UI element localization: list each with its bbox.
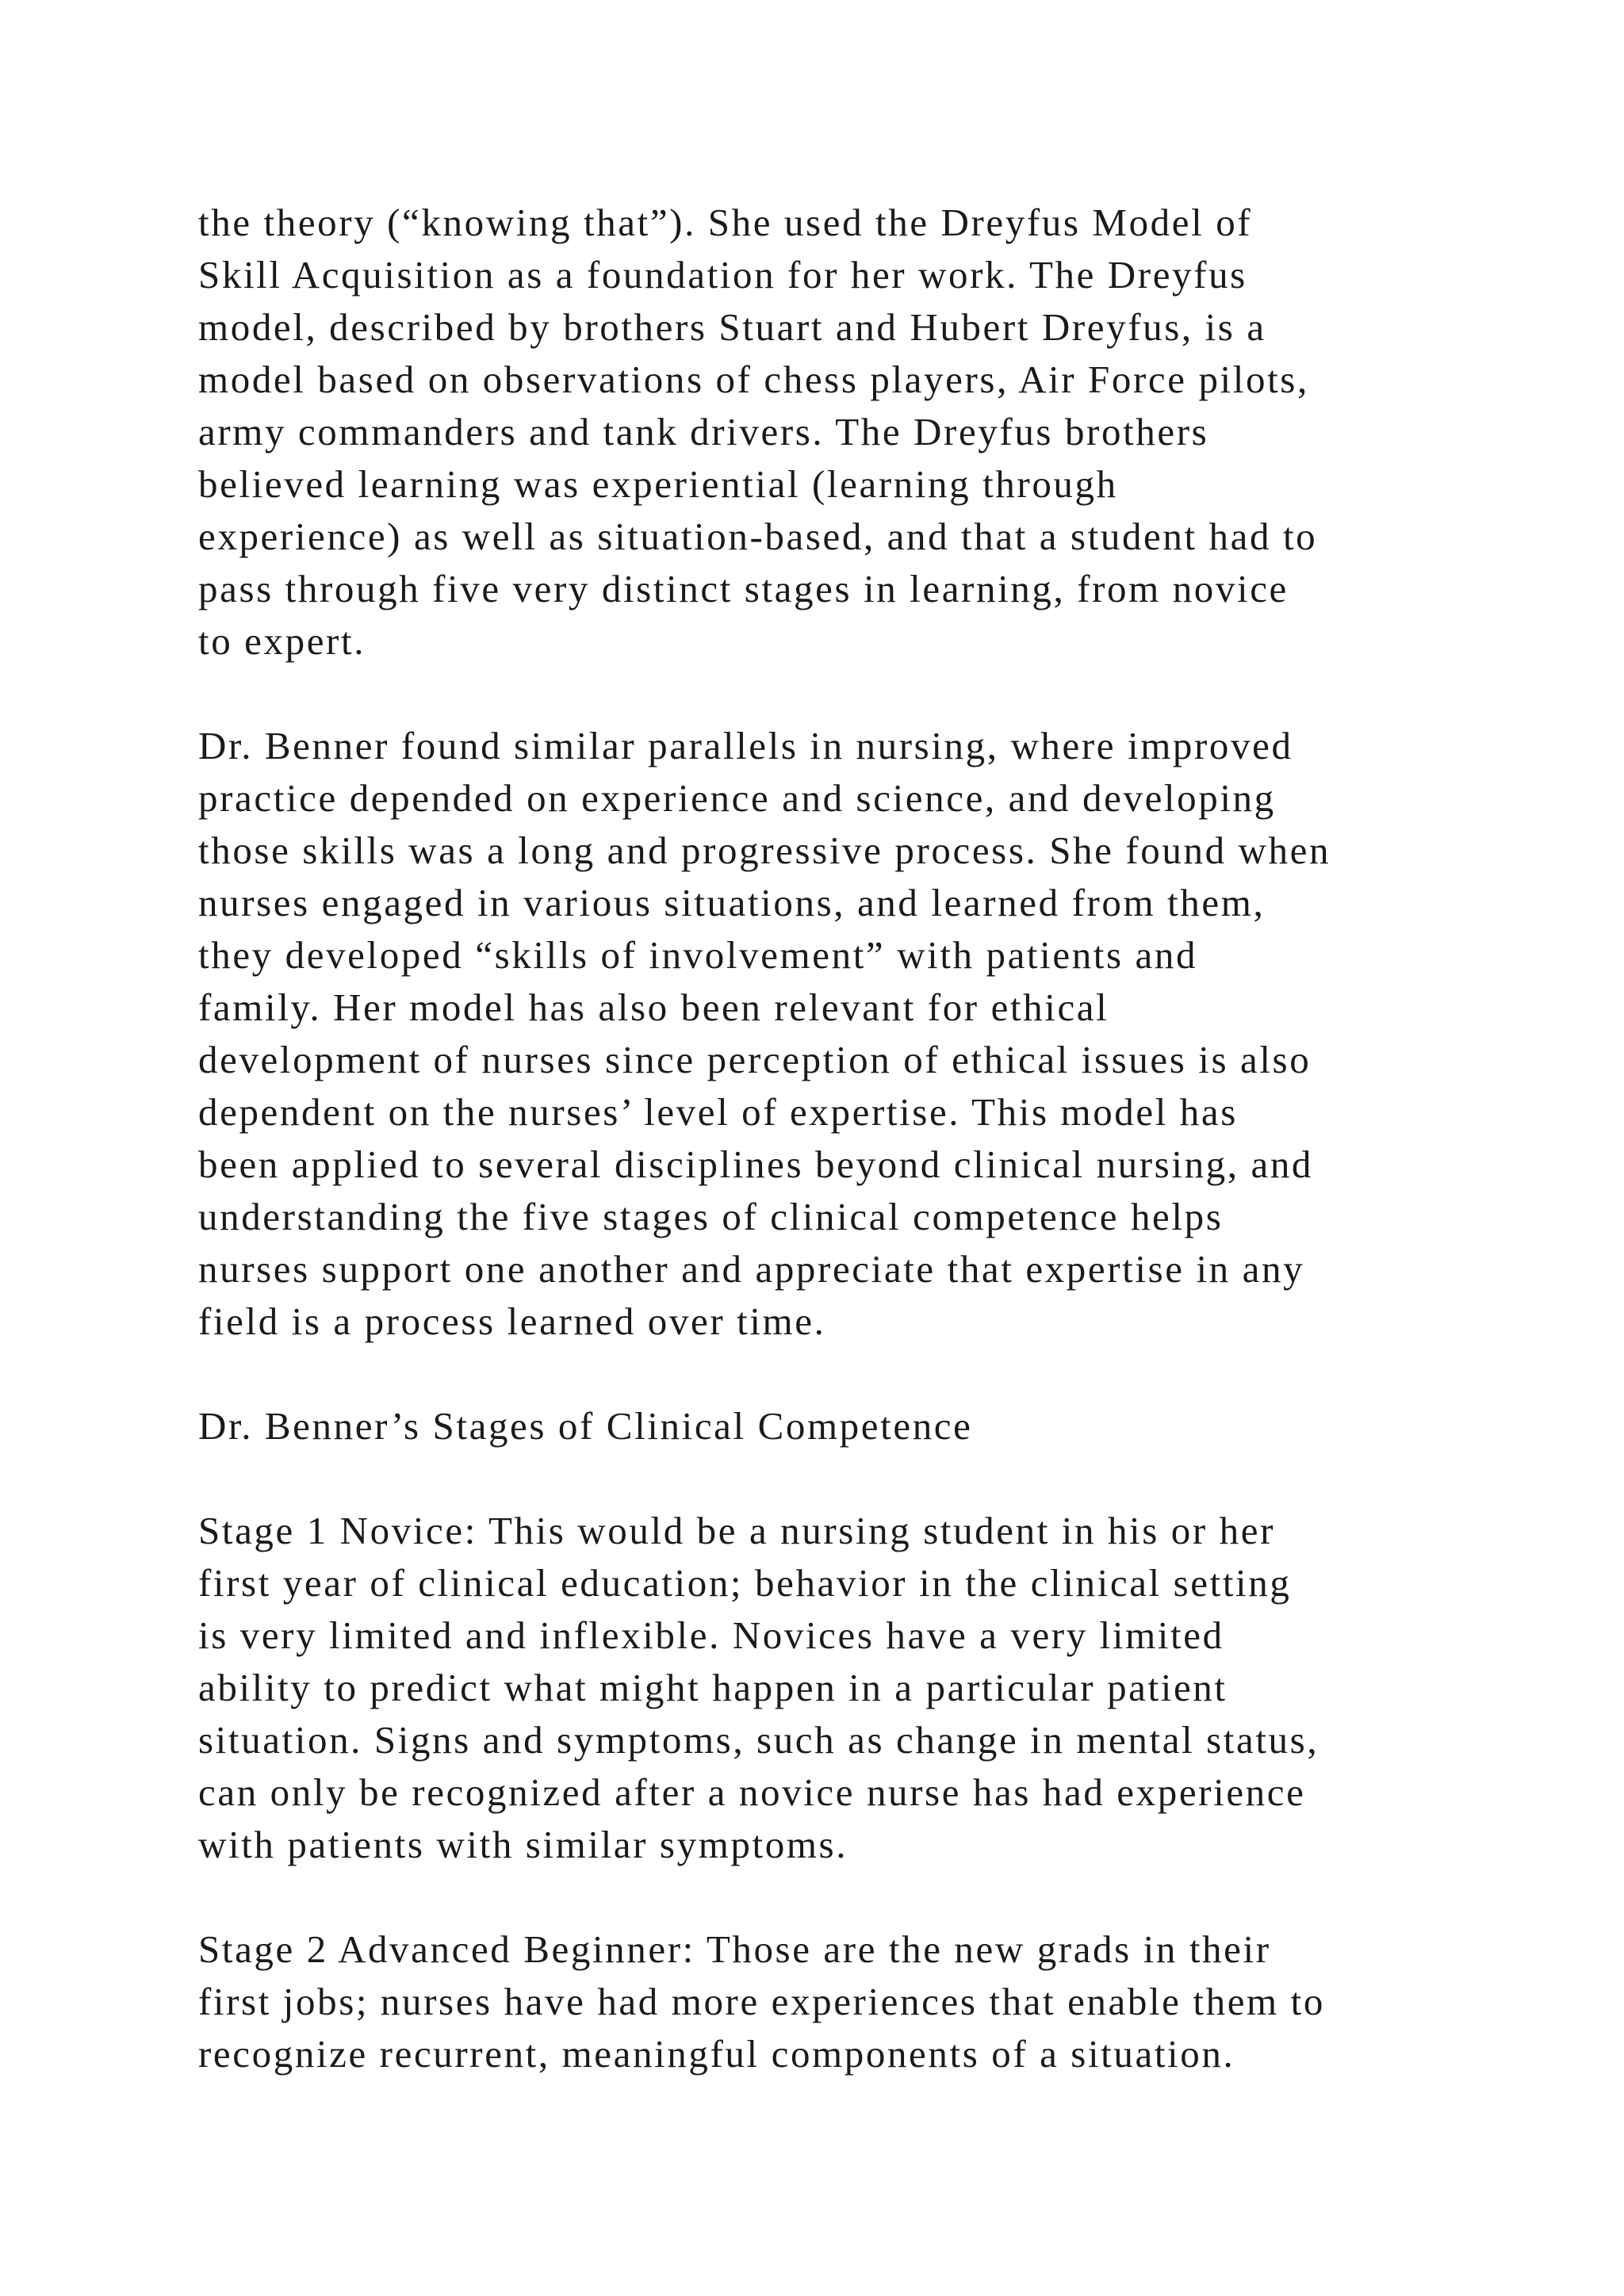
text-line: experience) as well as situation-based, and that a student had to bbox=[198, 515, 1318, 558]
paragraph-dreyfus-model bbox=[198, 197, 1546, 668]
text-line: Skill Acquisition as a foundation for her work. The Dreyfus bbox=[198, 253, 1247, 297]
text-line: development of nurses since perception of ethical issues is also bbox=[198, 1038, 1312, 1081]
paragraph-gap bbox=[198, 668, 1546, 720]
paragraph-gap bbox=[198, 1348, 1546, 1400]
text-line: first year of clinical education; behavior in the clinical setting bbox=[198, 1561, 1292, 1605]
paragraph-stage-1-novice bbox=[198, 1505, 1546, 1871]
text-line: to expert. bbox=[198, 619, 366, 663]
text-line: model, described by brothers Stuart and Hubert Dreyfus, is a bbox=[198, 305, 1266, 349]
text-line: been applied to several disciplines beyond clinical nursing, and bbox=[198, 1142, 1314, 1186]
paragraph-stage-2-advanced-beginner bbox=[198, 1923, 1546, 2080]
text-line: first jobs; nurses have had more experiences that enable them to bbox=[198, 1980, 1325, 2023]
section-heading: Dr. Benner’s Stages of Clinical Competence bbox=[198, 1404, 973, 1448]
text-line: family. Her model has also been relevant for ethical bbox=[198, 985, 1109, 1029]
text-line: understanding the five stages of clinical competence helps bbox=[198, 1195, 1224, 1238]
text-line: those skills was a long and progressive process. She found when bbox=[198, 828, 1331, 872]
paragraph-gap bbox=[198, 1871, 1546, 1923]
text-line: army commanders and tank drivers. The Dreyfus brothers bbox=[198, 410, 1209, 453]
text-line: Dr. Benner found similar parallels in nursing, where improved bbox=[198, 724, 1293, 767]
text-line: pass through five very distinct stages in learning, from novice bbox=[198, 567, 1289, 610]
text-line: Stage 1 Novice: This would be a nursing student in his or her bbox=[198, 1509, 1276, 1552]
text-line: recognize recurrent, meaningful components of a situation. bbox=[198, 2032, 1235, 2076]
paragraph-gap bbox=[198, 1452, 1546, 1505]
text-line: nurses engaged in various situations, and learned from them, bbox=[198, 881, 1266, 924]
text-line: dependent on the nurses’ level of expertise. This model has bbox=[198, 1090, 1238, 1134]
text-line: with patients with similar symptoms. bbox=[198, 1823, 848, 1866]
text-line: field is a process learned over time. bbox=[198, 1299, 826, 1343]
text-line: nurses support one another and appreciate that expertise in any bbox=[198, 1247, 1305, 1291]
text-line: situation. Signs and symptoms, such as change in mental status, bbox=[198, 1718, 1320, 1762]
text-line: ability to predict what might happen in a particular patient bbox=[198, 1666, 1228, 1709]
text-line: Stage 2 Advanced Beginner: Those are the new grads in their bbox=[198, 1927, 1271, 1971]
text-line: the theory (“knowing that”). She used the Dreyfus Model of bbox=[198, 201, 1253, 244]
text-line: they developed “skills of involvement” with patients and bbox=[198, 933, 1198, 977]
text-line: can only be recognized after a novice nurse has had experience bbox=[198, 1770, 1306, 1814]
text-line: practice depended on experience and science, and developing bbox=[198, 776, 1276, 820]
text-line: believed learning was experiential (learning through bbox=[198, 462, 1118, 506]
document-body bbox=[198, 197, 1546, 2080]
text-line: is very limited and inflexible. Novices have a very limited bbox=[198, 1613, 1224, 1657]
section-heading-stages bbox=[198, 1400, 1546, 1452]
text-line: model based on observations of chess players, Air Force pilots, bbox=[198, 358, 1309, 401]
paragraph-benner-parallels bbox=[198, 720, 1546, 1348]
